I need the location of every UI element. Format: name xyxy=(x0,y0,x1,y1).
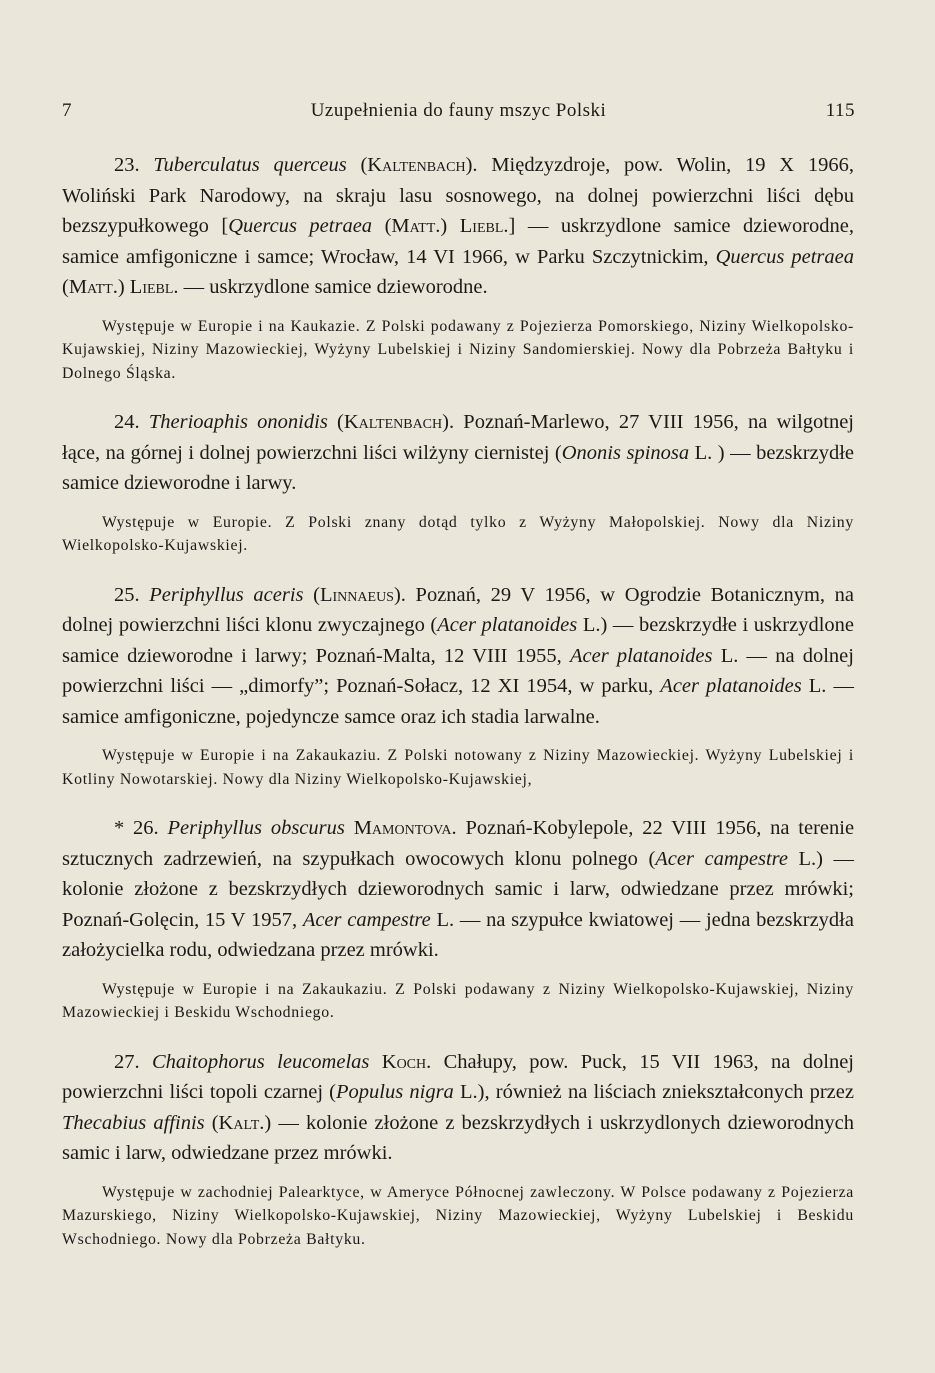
record-text: L. — samice amfigoniczne, pojedyncze samce oraz ich stadia larwalne. xyxy=(62,675,854,728)
main-content xyxy=(62,150,854,1251)
genus-name: Periphyllus xyxy=(149,583,244,606)
record-text: L.) — bezskrzydłe i uskrzydlone samice dzieworodne i larwy; Poznań-Malta, 12 VIII 1955, xyxy=(62,614,854,667)
page-number-left: 7 xyxy=(62,100,72,121)
entry-number: 23. xyxy=(114,154,140,176)
host-plant: Acer campestre xyxy=(655,847,788,870)
host-author: (Matt.) Liebl. xyxy=(62,276,179,298)
distribution-note: Występuje w Europie i na Kaukazie. Z Polski podawany z Pojezierza Pomorskiego, Niziny Wielkopolsko-Kujawskiej, Niziny Mazowieckiej, Wyżyny Lubelskiej i Niziny Sandomierskiej. Nowy dla Pobrzeża Bałtyku i Dolnego Śląska. xyxy=(62,317,854,382)
record-text: — uskrzydlone samice dzieworodne. xyxy=(178,276,488,298)
distribution-note: Występuje w zachodniej Palearktyce, w Ameryce Północnej zawleczony. W Polsce podawany z Pojezierza Mazurskiego, Niziny Wielkopolsko-Kujawskiej, Niziny Mazowieckiej, Wyżyny Lubelskiej i Beskidu Wschodniego. Nowy dla Pobrzeża Bałtyku. xyxy=(62,1183,854,1248)
species-entry-23 xyxy=(62,150,854,385)
entry-number: 25. xyxy=(114,583,140,606)
record-text: L. ) — bezskrzydłe samice dzieworodne i larwy. xyxy=(62,441,855,494)
species-entry-24 xyxy=(62,407,854,558)
host-plant: Populus nigra xyxy=(336,1081,454,1103)
record-text: Poznań-Marlewo, 27 VIII 1956, na wilgotnej łące, na górnej i dolnej powierzchni liści wilżyny ciernistej ( xyxy=(62,411,855,464)
species-author: (Kaltenbach). xyxy=(337,411,455,433)
entry-number: * 26. xyxy=(114,817,159,839)
entry-text xyxy=(62,813,854,966)
genus-name: Tuberculatus xyxy=(153,154,260,176)
running-header xyxy=(62,100,855,126)
species-author: Koch. xyxy=(381,1050,432,1073)
host-plant: Quercus petraea xyxy=(715,245,854,268)
host-plant: Acer platanoides xyxy=(437,614,578,636)
entry-text xyxy=(62,150,854,303)
entry-number: 27. xyxy=(114,1050,140,1073)
record-text: L.), również na liściach zniekształconych przez xyxy=(453,1081,854,1103)
species-name: leucomelas xyxy=(277,1050,370,1073)
species-entry-27 xyxy=(62,1047,854,1252)
running-title: Uzupełnienia do fauny mszyc Polski xyxy=(310,100,607,121)
genus-name: Chaitophorus xyxy=(152,1050,265,1073)
entry-number: 24. xyxy=(114,411,140,433)
record-text: L.) — kolonie złożone z bezskrzydłych dzieworodnych samic i larw, odwiedzane przez mrówki; Poznań-Golęcin, 15 V 1957, xyxy=(62,847,854,931)
record-text: — kolonie złożone z bezskrzydłych i uskrzydlonych dzieworodnych samic i larw, odwiedzane przez mrówki. xyxy=(62,1111,854,1164)
genus-name: Therioaphis xyxy=(148,411,248,433)
host-plant: Acer campestre xyxy=(302,908,431,931)
species-author: (Kaltenbach). xyxy=(360,154,478,176)
page-number-right: 115 xyxy=(825,100,855,121)
species-name: aceris xyxy=(253,583,304,606)
host-plant: Acer platanoides xyxy=(569,644,713,667)
species-name: ononidis xyxy=(257,411,328,433)
host-plant: Ononis spinosa xyxy=(561,441,690,464)
host-plant: Thecabius affinis xyxy=(62,1111,205,1134)
host-author: (Kalt.) xyxy=(204,1111,272,1134)
host-author: (Matt.) Liebl. xyxy=(372,215,509,237)
record-text: Poznań-Kobylepole, 22 VIII 1956, na terenie sztucznych zadrzewień, na szypułkach owocowych klonu polnego ( xyxy=(62,817,855,870)
record-text: ] — uskrzydlone samice dzieworodne, samice amfigoniczne i samce; Wrocław, 14 VI 1966, w Parku Szczytnickim, xyxy=(62,215,855,268)
record-text: Chałupy, pow. Puck, 15 VII 1963, na dolnej powierzchni liści topoli czarnej ( xyxy=(62,1050,855,1103)
record-text: Poznań, 29 V 1956, w Ogrodzie Botanicznym, na dolnej powierzchni liści klonu zwyczajnego ( xyxy=(62,583,855,636)
distribution-note: Występuje w Europie. Z Polski znany dotąd tylko z Wyżyny Małopolskiej. Nowy dla Niziny Wielkopolsko-Kujawskiej. xyxy=(62,513,854,554)
entry-text xyxy=(62,1047,854,1169)
host-plant: Quercus petraea xyxy=(228,215,373,237)
distribution-note: Występuje w Europie i na Zakaukaziu. Z Polski podawany z Niziny Wielkopolsko-Kujawskiej, Niziny Mazowieckiej i Beskidu Wschodniego. xyxy=(62,980,854,1021)
record-text: L. — na szypułce kwiatowej — jedna bezskrzydła założycielka rodu, odwiedzana przez mrówki. xyxy=(62,908,854,961)
species-entry-25 xyxy=(62,580,854,792)
species-author: (Linnaeus). xyxy=(313,583,406,606)
record-text: Międzyzdroje, pow. Wolin, 19 X 1966, Woliński Park Narodowy, na skraju lasu sosnowego, na dolnej powierzchni liści dębu bezszypułkowego [ xyxy=(62,154,854,237)
species-author: Mamontova. xyxy=(353,817,457,839)
record-text: L. — na dolnej powierzchni liści — „dimorfy”; Poznań-Sołacz, 12 XI 1954, w parku, xyxy=(62,644,854,697)
entry-text xyxy=(62,580,854,733)
species-entry-26 xyxy=(62,813,854,1025)
species-name: querceus xyxy=(273,154,347,176)
species-name: obscurus xyxy=(270,817,345,839)
distribution-note: Występuje w Europie i na Zakaukaziu. Z Polski notowany z Niziny Mazowieckiej. Wyżyny Lubelskiej i Kotliny Nowotarskiej. Nowy dla Niziny Wielkopolsko-Kujawskiej, xyxy=(62,747,854,788)
entry-text xyxy=(62,407,854,499)
host-plant: Acer platanoides xyxy=(660,675,802,697)
genus-name: Periphyllus xyxy=(167,817,263,839)
